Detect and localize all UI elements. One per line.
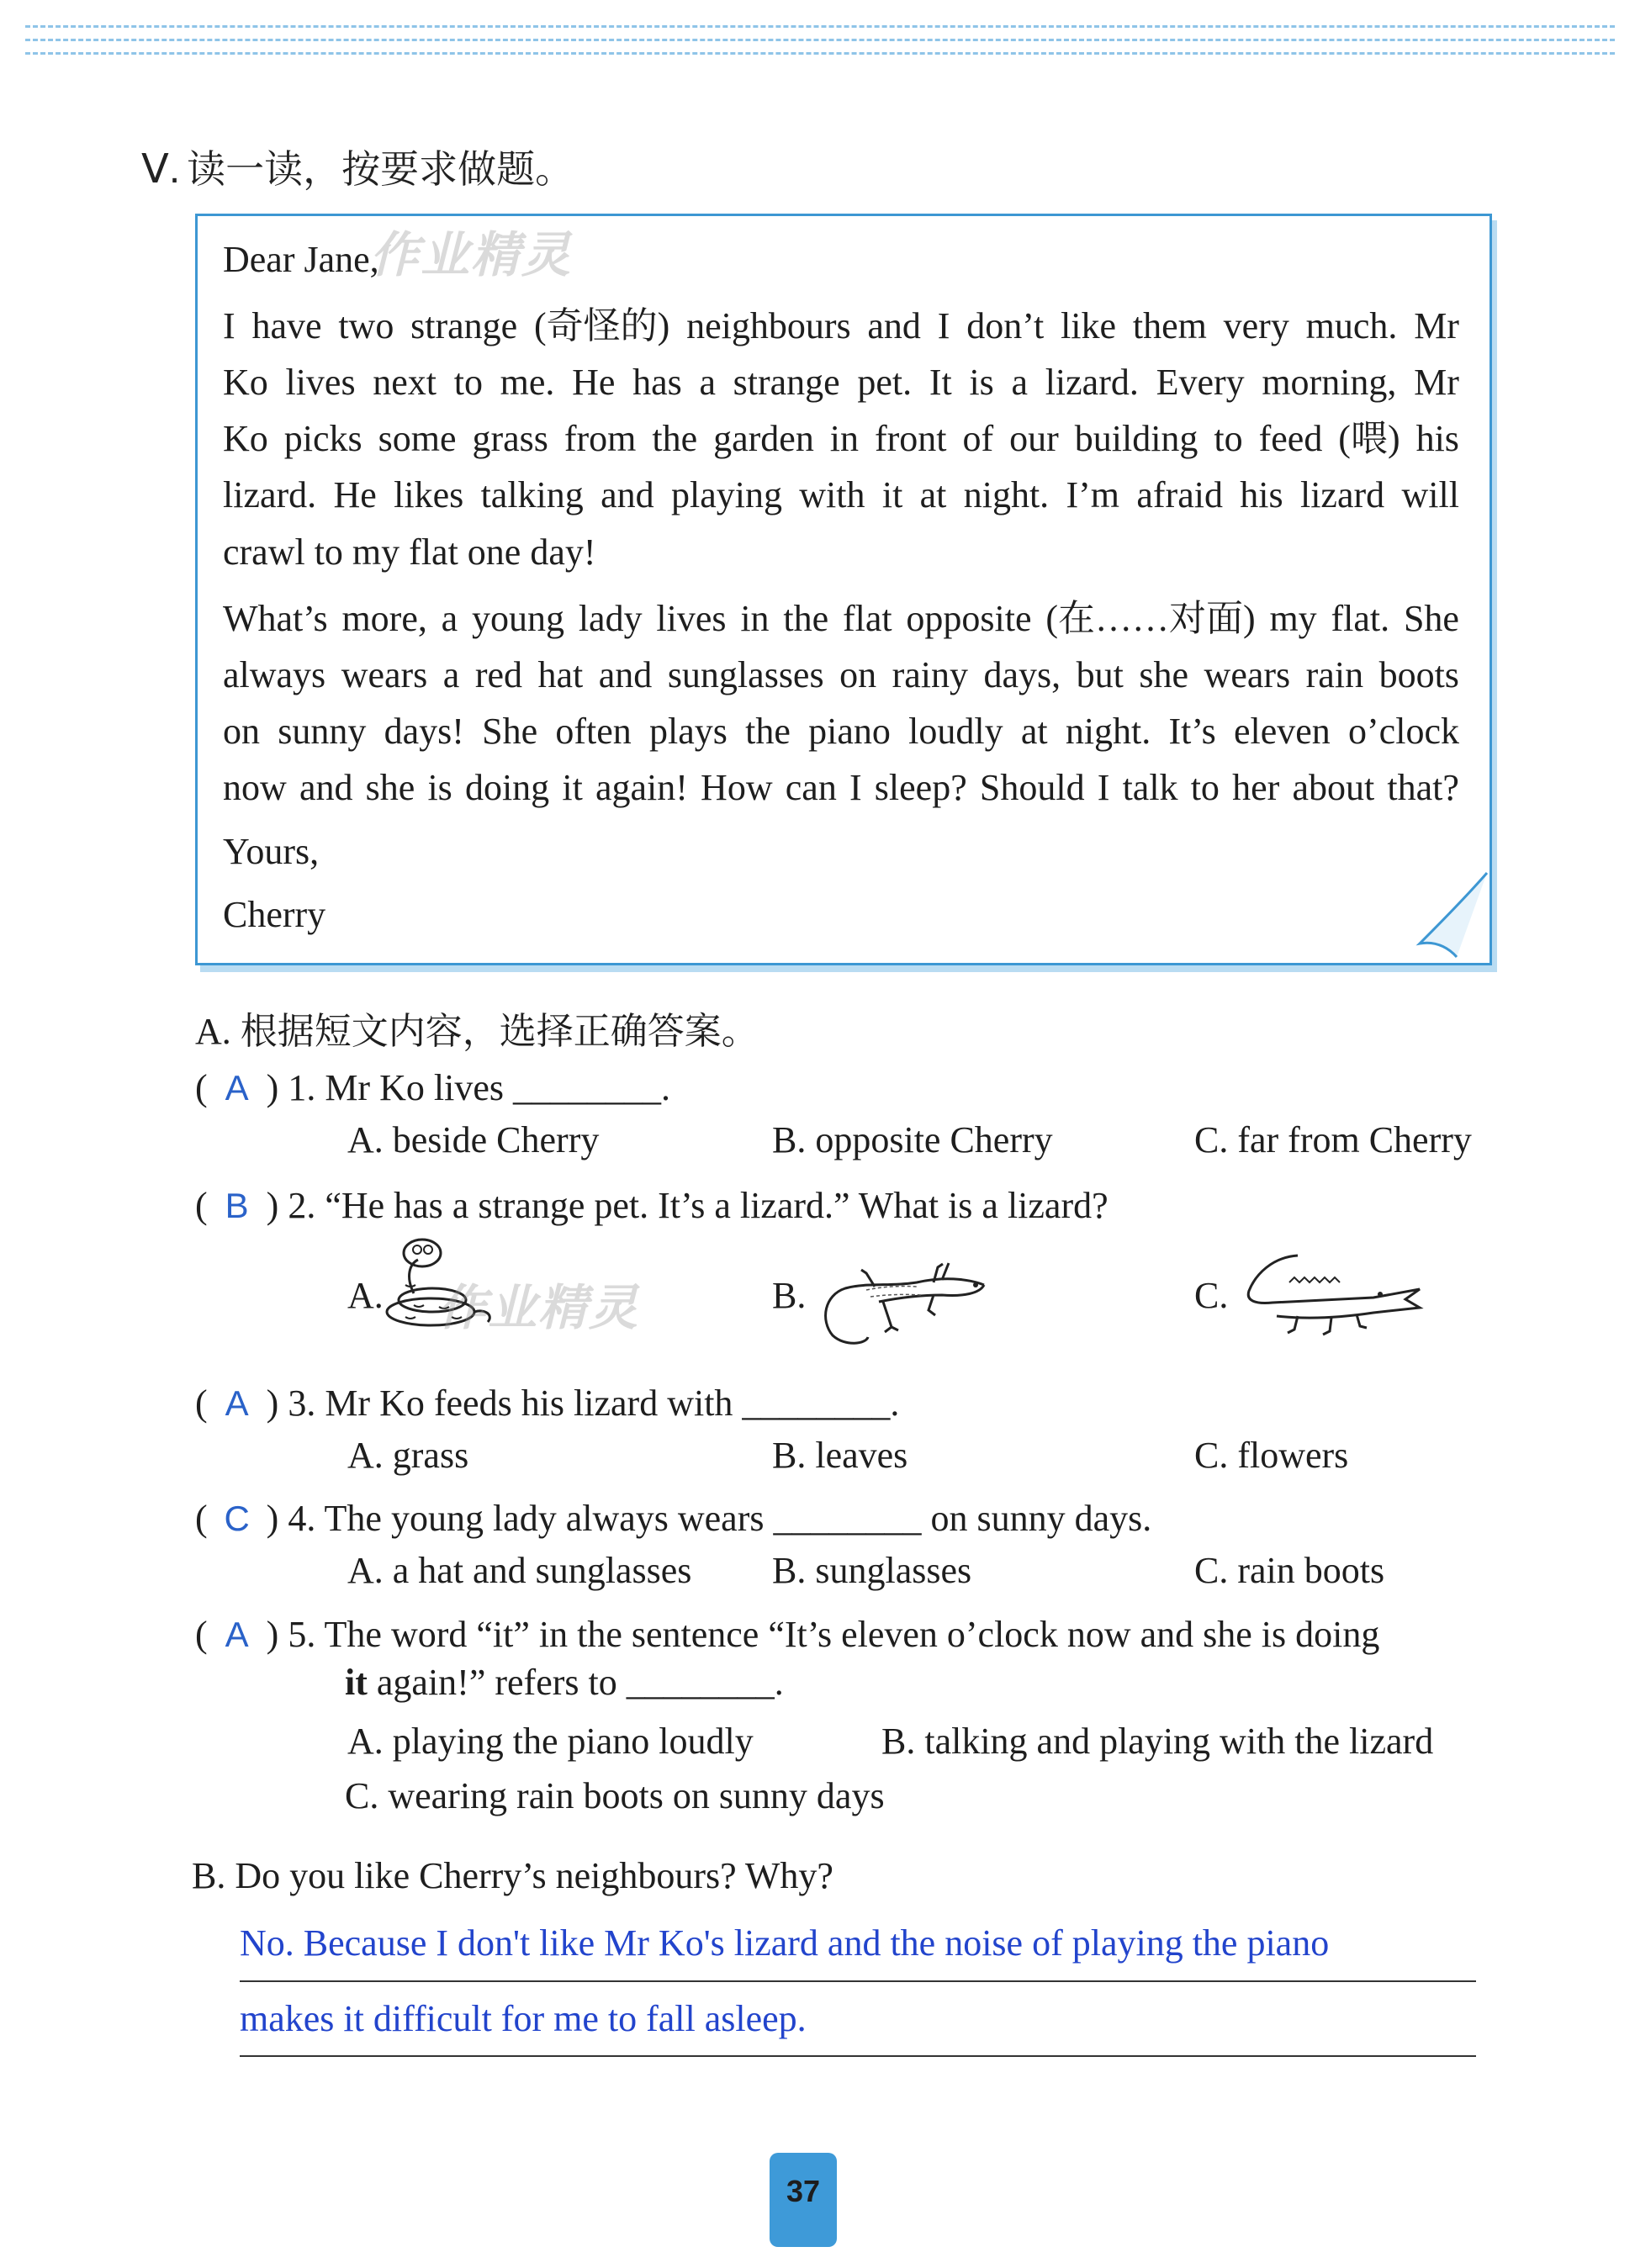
word: don’t xyxy=(966,305,1045,346)
word: wears xyxy=(1204,654,1291,695)
word: a xyxy=(442,654,460,695)
word: (喂) xyxy=(1338,418,1400,459)
word: with xyxy=(799,474,865,515)
word: and xyxy=(598,654,653,695)
question-5-text-line2: it again!” refers to ________. xyxy=(345,1662,784,1703)
word: has xyxy=(632,362,682,403)
word: his xyxy=(1240,474,1283,515)
word: more, xyxy=(341,598,427,639)
word: eleven xyxy=(1233,711,1331,752)
word: Mr xyxy=(1414,305,1459,346)
word: Should xyxy=(979,767,1085,808)
option-2b[interactable]: B. xyxy=(772,1275,807,1316)
word: likes xyxy=(394,474,464,515)
part-a-heading: A. 根据短文内容，选择正确答案。 xyxy=(195,1011,759,1052)
word: He xyxy=(572,362,616,403)
answer-1: A xyxy=(225,1068,249,1108)
word: much. xyxy=(1305,305,1398,346)
word: feed xyxy=(1258,418,1323,459)
answer-rule xyxy=(240,2055,1476,2057)
lizard-image xyxy=(816,1236,1001,1354)
section-title-text: 读一读，按要求做题。 xyxy=(187,146,574,192)
question-3: ( A ) 3. Mr Ko feeds his lizard with ________. xyxy=(195,1382,900,1424)
letter-signature: Cherry xyxy=(223,894,326,935)
word: she xyxy=(365,767,415,808)
word: lives xyxy=(285,362,356,403)
option-4b[interactable]: B. sunglasses xyxy=(772,1550,972,1591)
word: strange xyxy=(410,305,518,346)
word: sunglasses xyxy=(667,654,824,695)
word: talk xyxy=(1122,767,1178,808)
word: (在……对面) xyxy=(1045,598,1256,639)
part-b-answer-line-1[interactable]: No. Because I don't like Mr Ko's lizard and the noise of playing the piano xyxy=(240,1922,1330,1964)
word: days! xyxy=(384,711,464,752)
word: in xyxy=(740,598,770,639)
letter-line xyxy=(223,704,1459,759)
word: two xyxy=(338,305,394,346)
word: and xyxy=(299,767,353,808)
word: our xyxy=(1009,418,1059,459)
word: wears xyxy=(341,654,428,695)
word: lizard. xyxy=(223,474,317,515)
watermark: 作业精灵 xyxy=(437,1279,640,1336)
word: from xyxy=(564,418,637,459)
word: garden xyxy=(713,418,814,459)
word: strange xyxy=(733,362,840,403)
question-2-text: “He has a strange pet. It’s a lizard.” What is a lizard? xyxy=(325,1185,1109,1226)
word: talking xyxy=(480,474,584,515)
word: some xyxy=(378,418,457,459)
word: neighbours xyxy=(686,305,851,346)
word: pet. xyxy=(857,362,913,403)
word: Mr xyxy=(1414,362,1459,403)
top-dashed-border xyxy=(25,52,1615,55)
top-dashed-border xyxy=(25,39,1615,41)
word: Ko xyxy=(223,418,268,459)
word: a xyxy=(699,362,716,403)
word: again! xyxy=(595,767,688,808)
word: How xyxy=(701,767,773,808)
question-4-text: The young lady always wears ________ on sunny days. xyxy=(324,1498,1152,1539)
word: night. xyxy=(1065,711,1151,752)
word: lives xyxy=(656,598,727,639)
word: her xyxy=(1232,767,1280,808)
word: playing xyxy=(670,474,782,515)
part-b-question: B. Do you like Cherry’s neighbours? Why? xyxy=(192,1855,833,1896)
word: loudly xyxy=(908,711,1003,752)
word: red xyxy=(474,654,523,695)
word: building xyxy=(1074,418,1198,459)
option-1b[interactable]: B. opposite Cherry xyxy=(772,1119,1053,1160)
answer-3: A xyxy=(225,1383,249,1423)
letter-line xyxy=(223,299,1459,354)
question-3-text: Mr Ko feeds his lizard with ________. xyxy=(325,1382,900,1424)
word: boots xyxy=(1378,654,1459,695)
word: lizard xyxy=(1299,474,1385,515)
answer-2: B xyxy=(225,1186,249,1225)
word: rainy xyxy=(892,654,968,695)
word: the xyxy=(783,598,829,639)
word: I xyxy=(937,305,950,346)
word: grass xyxy=(472,418,548,459)
word: in xyxy=(829,418,860,459)
question-1: ( A ) 1. Mr Ko lives ________. xyxy=(195,1067,670,1108)
option-1c[interactable]: C. far from Cherry xyxy=(1194,1119,1472,1160)
word: to xyxy=(1214,418,1243,459)
word: it xyxy=(562,767,583,808)
letter-line xyxy=(223,411,1459,467)
word: picks xyxy=(283,418,362,459)
option-1a[interactable]: A. beside Cherry xyxy=(347,1119,600,1160)
word: she xyxy=(1139,654,1189,695)
option-2c[interactable]: C. xyxy=(1194,1275,1229,1316)
option-3a[interactable]: A. grass xyxy=(347,1435,469,1476)
word: sleep? xyxy=(874,767,967,808)
word: opposite xyxy=(906,598,1032,639)
answer-4: C xyxy=(224,1499,250,1538)
answer-5: A xyxy=(225,1615,249,1654)
word: o’clock xyxy=(1348,711,1459,752)
word: lizard. xyxy=(1045,362,1139,403)
word: always xyxy=(223,654,326,695)
word: It’s xyxy=(1168,711,1216,752)
option-3b[interactable]: B. leaves xyxy=(772,1435,908,1476)
word: and xyxy=(867,305,921,346)
word: can xyxy=(785,767,837,808)
word: next xyxy=(373,362,437,403)
word: I xyxy=(223,305,235,346)
crocodile-image xyxy=(1239,1249,1432,1341)
word: is xyxy=(969,362,994,403)
word: it xyxy=(881,474,903,515)
word: that? xyxy=(1387,767,1459,808)
word: of xyxy=(962,418,994,459)
word: his xyxy=(1415,418,1459,459)
word: (奇怪的) xyxy=(533,305,670,346)
word: a xyxy=(441,598,458,639)
word: them xyxy=(1132,305,1207,346)
question-5-text: The word “it” in the sentence “It’s eleven o’clock now and she is doing xyxy=(324,1614,1380,1655)
word: I xyxy=(849,767,862,808)
word: I xyxy=(1097,767,1110,808)
option-5a[interactable]: A. playing the piano loudly xyxy=(347,1721,754,1762)
option-4a[interactable]: A. a hat and sunglasses xyxy=(347,1550,692,1591)
top-dashed-border xyxy=(25,25,1615,28)
question-4: ( C ) 4. The young lady always wears ________ on sunny days. xyxy=(195,1498,1152,1539)
word: will xyxy=(1401,474,1459,515)
word: flat. xyxy=(1331,598,1390,639)
word: but xyxy=(1076,654,1124,695)
letter-line xyxy=(223,648,1459,703)
word: the xyxy=(652,418,698,459)
word: at xyxy=(1020,711,1048,752)
letter-line: crawl to my flat one day! xyxy=(223,531,596,573)
letter-line xyxy=(223,355,1459,410)
option-2a[interactable]: A. xyxy=(347,1275,384,1316)
word: to xyxy=(453,362,483,403)
word: at xyxy=(919,474,947,515)
word: sunny xyxy=(278,711,367,752)
word: hat xyxy=(537,654,584,695)
word: very xyxy=(1223,305,1289,346)
letter-line xyxy=(223,468,1459,523)
word: He xyxy=(333,474,377,515)
word: Ko xyxy=(223,362,268,403)
section-number: Ⅴ. xyxy=(141,147,181,192)
option-3c[interactable]: C. flowers xyxy=(1194,1435,1349,1476)
word: Every xyxy=(1156,362,1245,403)
word: and xyxy=(601,474,654,515)
letter-line xyxy=(223,760,1459,816)
word: doing xyxy=(464,767,550,808)
word: often xyxy=(555,711,632,752)
word: night. xyxy=(963,474,1050,515)
word: on xyxy=(223,711,260,752)
option-5c[interactable]: C. wearing rain boots on sunny days xyxy=(345,1775,885,1816)
part-b-answer-line-2[interactable]: makes it difficult for me to fall asleep. xyxy=(240,1998,807,2039)
word: days, xyxy=(983,654,1061,695)
section-title xyxy=(141,139,574,194)
word: about xyxy=(1292,767,1375,808)
word: piano xyxy=(808,711,891,752)
word: like xyxy=(1061,305,1117,346)
word: I’m xyxy=(1066,474,1120,515)
word: is xyxy=(427,767,452,808)
word: lady xyxy=(578,598,643,639)
word: flat xyxy=(842,598,892,639)
word: now xyxy=(223,767,287,808)
word: my xyxy=(1269,598,1317,639)
word: to xyxy=(1190,767,1220,808)
word: She xyxy=(1403,598,1459,639)
word: me. xyxy=(500,362,555,403)
word: She xyxy=(482,711,538,752)
option-4c[interactable]: C. rain boots xyxy=(1194,1550,1385,1591)
word: rain xyxy=(1305,654,1364,695)
answer-rule xyxy=(240,1980,1476,1982)
word: afraid xyxy=(1136,474,1223,515)
watermark: 作业精灵 xyxy=(370,226,573,283)
word: young xyxy=(472,598,565,639)
page-number: 37 xyxy=(770,2153,837,2247)
letter-line xyxy=(223,591,1459,647)
word: What’s xyxy=(223,598,328,639)
question-2: ( B ) 2. “He has a strange pet. It’s a lizard.” What is a lizard? xyxy=(195,1185,1109,1226)
letter-closing: Yours, xyxy=(223,831,320,872)
word: the xyxy=(745,711,791,752)
option-5b[interactable]: B. talking and playing with the lizard xyxy=(881,1721,1434,1762)
word: front xyxy=(875,418,947,459)
question-1-text: Mr Ko lives ________. xyxy=(325,1067,670,1108)
word: plays xyxy=(649,711,728,752)
question-5: ( A ) 5. The word “it” in the sentence “It’s eleven o’clock now and she is doing xyxy=(195,1614,1380,1655)
word: on xyxy=(839,654,877,695)
word: It xyxy=(929,362,952,403)
word: morning, xyxy=(1262,362,1397,403)
letter-greeting: Dear Jane, 作业精灵 xyxy=(223,226,573,283)
word: a xyxy=(1011,362,1029,403)
word: have xyxy=(251,305,322,346)
